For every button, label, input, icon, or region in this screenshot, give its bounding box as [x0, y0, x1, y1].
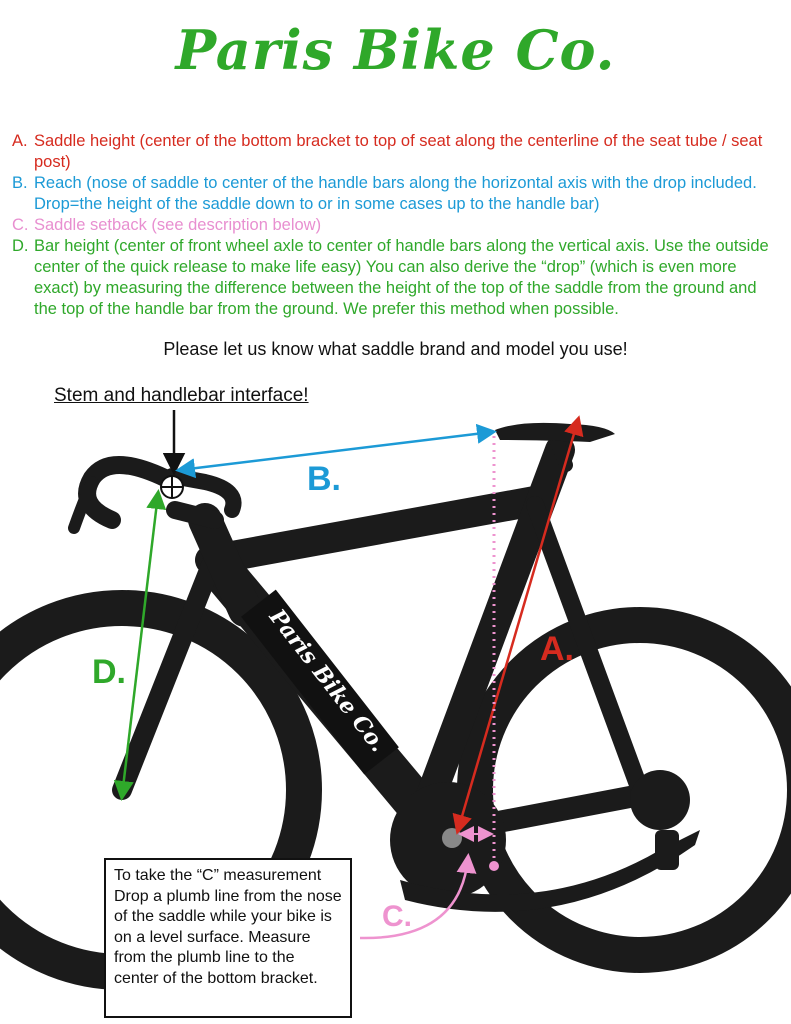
definition-b-letter: B. [12, 174, 28, 192]
definition-a [12, 131, 782, 173]
definition-c-letter: C. [12, 216, 29, 234]
definition-d-letter: D. [12, 237, 29, 255]
label-a: A. [540, 630, 574, 668]
label-c: C. [382, 900, 412, 933]
page-title: Paris Bike Co. [175, 18, 616, 82]
definition-d-text: Bar height (center of front wheel axle to center of handle bars along the vertical axis. Use the outside center of the quick release to make life easy) You can also derive the “drop” (which is even more exact) by measuring the difference between the height of the top of the saddle from the ground and the top of the handle bar from the ground. We prefer this method when possible. [34, 237, 769, 318]
definition-a-letter: A. [12, 132, 28, 150]
stem-handlebar-label: Stem and handlebar interface! [54, 385, 309, 406]
definition-c-text: Saddle setback (see description below) [34, 216, 322, 234]
stem-crosshair-icon [161, 476, 183, 498]
saddle [495, 423, 615, 442]
definition-d [12, 236, 782, 320]
plumb-bob [489, 861, 499, 871]
definition-b [12, 173, 782, 215]
definition-a-text: Saddle height (center of the bottom bracket to top of seat along the centerline of the seat tube / seat post) [34, 132, 763, 171]
drivetrain [390, 770, 700, 912]
measurement-definitions [12, 131, 782, 320]
label-b: B. [307, 460, 341, 498]
downtube-logo-text: Paris Bike Co. [263, 604, 392, 758]
definition-b-text: Reach (nose of saddle to center of the handle bars along the horizontal axis with the drop included. Drop=the height of the saddle down to or in some cases up to the handle bar) [34, 174, 757, 213]
definition-c [12, 215, 782, 236]
label-d: D. [92, 653, 126, 691]
saddle-note: Please let us know what saddle brand and model you use! [163, 339, 628, 359]
c-measurement-callout: To take the “C” measurement Drop a plumb line from the nose of the saddle while your bike is on a level surface. Measure from the plumb line to the center of the bottom bracket. [104, 858, 352, 1018]
measure-a-arrow [458, 420, 578, 830]
